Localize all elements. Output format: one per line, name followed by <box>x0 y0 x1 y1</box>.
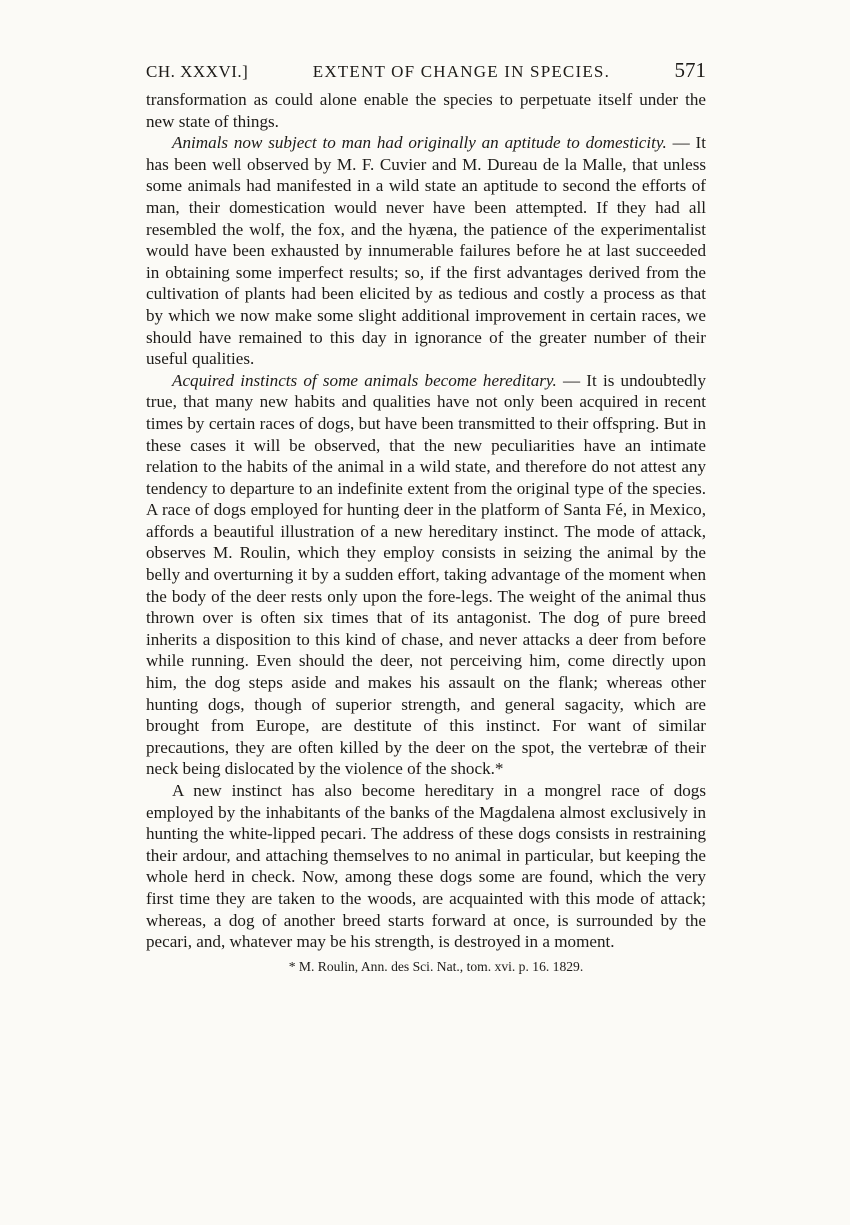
footnote: * M. Roulin, Ann. des Sci. Nat., tom. xvi. p. 16. 1829. <box>288 958 584 974</box>
side-heading-domesticity: Animals now subject to man had originally an aptitude to domesticity. <box>172 133 667 153</box>
paragraph-2-text: — It has been well observed by M. F. Cuvier and M. Dureau de la Malle, that unless some animals had manifested in a wild state an aptitude to second the efforts of man, their domestication would never have been attempted. If they had all resembled the wolf, the fox, and the hyæna, the patience of the experimentalist would have been exhausted by innumerable failures before he at last succeeded in obtaining some imperfect results; so, if the first advantages derived from the cultivation of plants had been elicited by as tedious and costly a process as that by which we now make some slight additional improvement in certain races, we should have remained to this day in ignorance of the greater number of their useful qualities. <box>146 133 706 369</box>
paragraph-3-text: — It is undoubtedly true, that many new habits and qualities have not only been acquired in recent times by certain races of dogs, but have been transmitted to their offspring. But in these cases it will be observed, that the new peculiarities have an intimate relation to the habits of the animal in a wild state, and therefore do not attest any tendency to departure to an indefinite extent from the original type of the species. A race of dogs employed for hunting deer in the platform of Santa Fé, in Mexico, affords a beautiful illustration of a new hereditary instinct. The mode of attack, observes M. Roulin, which they employ consists in seizing the animal by the belly and overturning it by a sudden effort, taking advantage of the moment when the body of the deer rests only upon the fore-legs. The weight of the animal thus thrown over is often six times that of its antagonist. The dog of pure breed inherits a disposition to this kind of chase, and never attacks a deer from before while running. Even should the deer, not perceiving him, come directly upon him, the dog steps aside and makes his assault on the flank; whereas other hunting dogs, though of superior strength, and general sagacity, which are brought from Europe, are destitute of this instinct. For want of similar precautions, they are often killed by the deer on the spot, the vertebræ of their neck being dislocated by the violence of the shock.* <box>146 370 706 779</box>
chapter-label: CH. XXXVI.] <box>146 62 249 81</box>
paragraph-2 <box>146 132 706 370</box>
side-heading-instincts: Acquired instincts of some animals become hereditary. <box>172 370 557 390</box>
page-number: 571 <box>674 58 706 82</box>
running-head <box>146 58 706 83</box>
paragraph-1 <box>146 89 706 132</box>
paragraph-1-text: transformation as could alone enable the species to perpetuate itself under the new state of things. <box>146 90 706 131</box>
running-title: EXTENT OF CHANGE IN SPECIES. <box>312 62 611 81</box>
paragraph-4 <box>146 780 706 953</box>
paragraph-3 <box>146 370 706 780</box>
body-text <box>146 89 706 953</box>
paragraph-4-text: A new instinct has also become hereditary in a mongrel race of dogs employed by the inhabitants of the banks of the Magdalena almost exclusively in hunting the white-lipped pecari. The address of these dogs consists in restraining their ardour, and attaching themselves to no animal in particular, but keeping the whole herd in check. Now, among these dogs some are found, which the very first time they are taken to the woods, are acquainted with this mode of attack; whereas, a dog of another breed starts forward at once, is surrounded by the pecari, and, whatever may be his strength, is destroyed in a moment. <box>146 781 706 952</box>
